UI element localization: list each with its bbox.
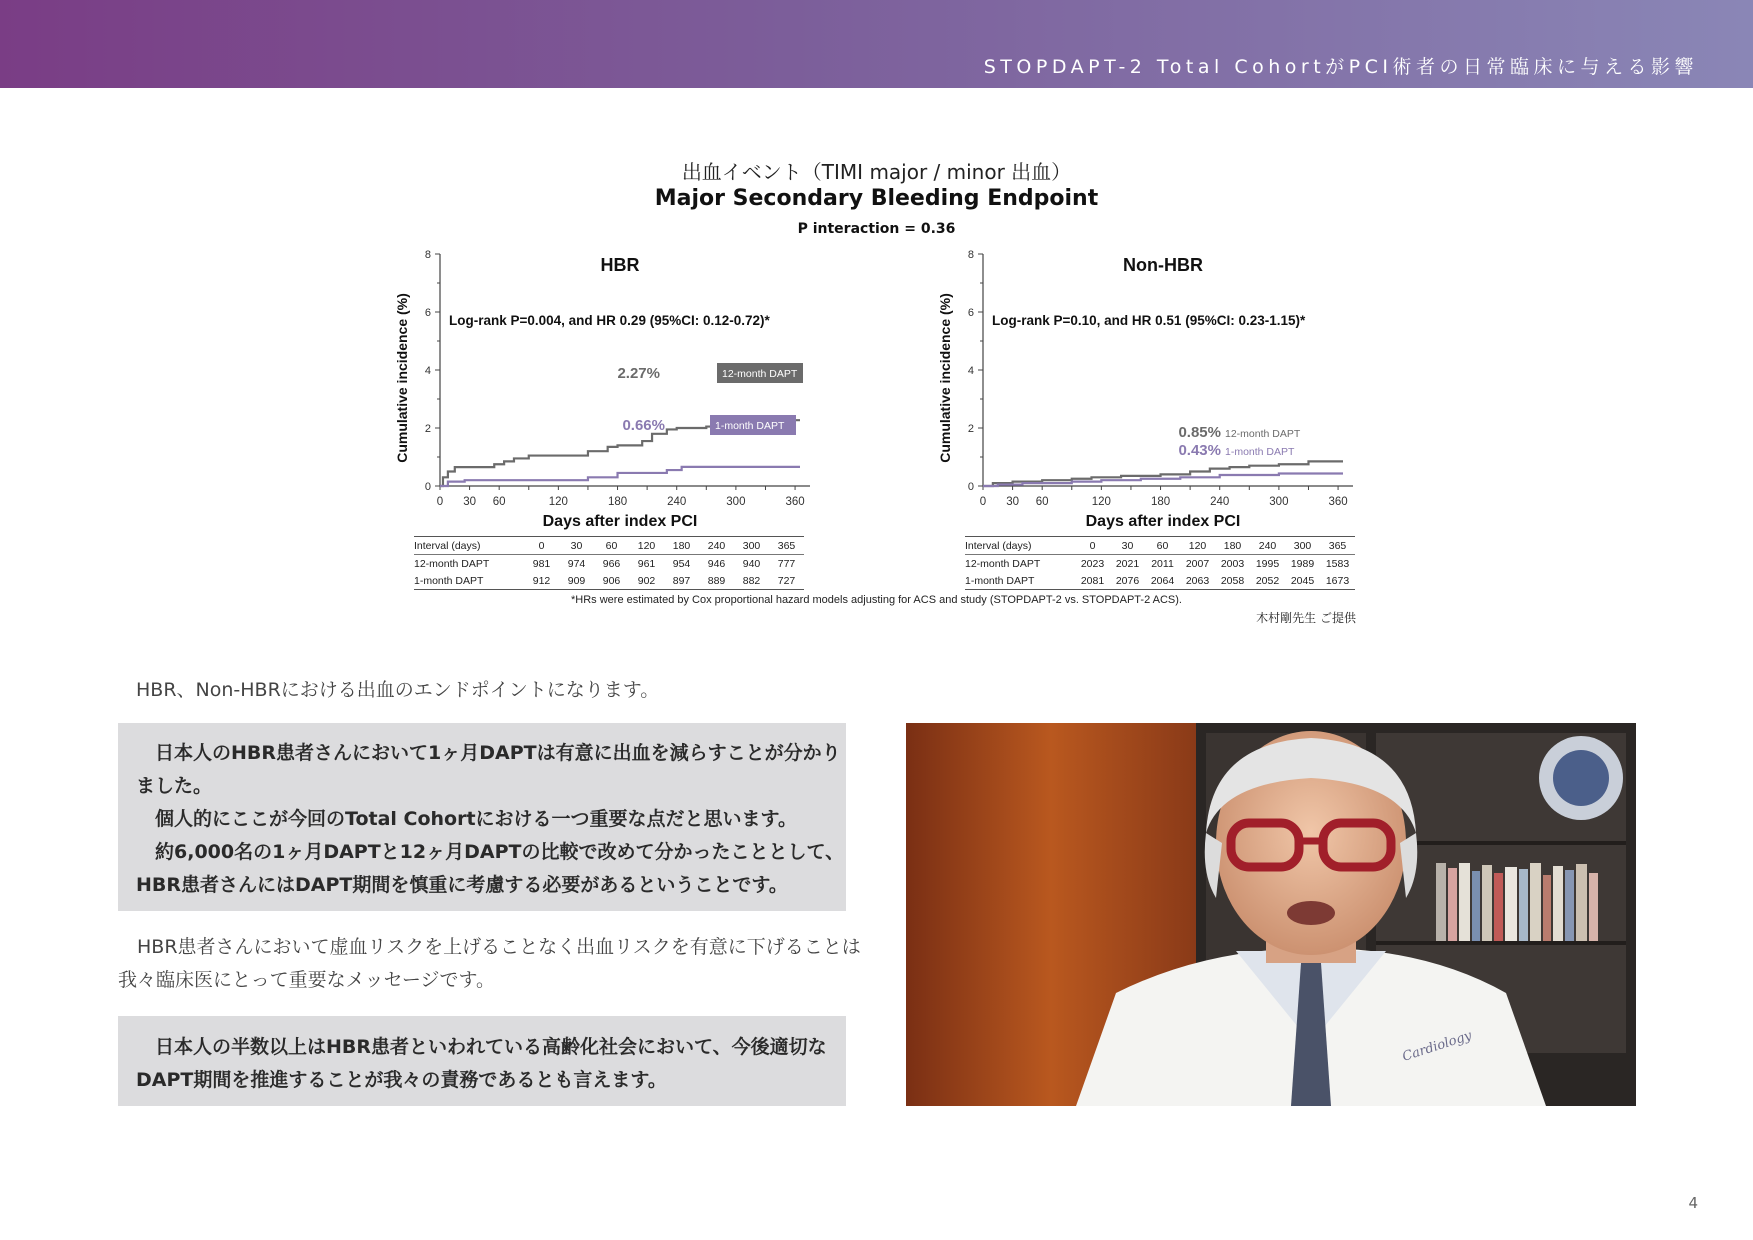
quote-line: 約6,000名の1ヶ月DAPTと12ヶ月DAPTの比較で改めて分かったこととして、 xyxy=(155,841,845,863)
y-tick-label: 6 xyxy=(967,307,974,319)
x-axis-label: Days after index PCI xyxy=(542,513,698,530)
quote-line: DAPT期間を推進することが我々の責務であるとも言えます。 xyxy=(136,1069,667,1091)
x-tick-label: 180 xyxy=(1150,496,1171,508)
x-tick-label: 30 xyxy=(463,496,476,508)
y-tick-label: 2 xyxy=(967,423,974,435)
risk-row xyxy=(965,555,1355,573)
risk-cell: 1673 xyxy=(1320,572,1355,590)
risk-cell: 2021 xyxy=(1115,557,1140,570)
risk-cell: 2081 xyxy=(1075,572,1110,590)
intro-text: HBR、Non-HBRにおける出血のエンドポイントになります。 xyxy=(136,679,660,701)
risk-cell: 30 xyxy=(1110,537,1145,555)
y-tick-label: 2 xyxy=(424,423,431,435)
risk-header-row xyxy=(965,537,1355,555)
header-bar xyxy=(0,0,1753,88)
risk-cell: 120 xyxy=(629,537,664,555)
paragraph-line: 我々臨床医にとって重要なメッセージです。 xyxy=(118,969,495,991)
risk-cell: 1583 xyxy=(1325,557,1350,570)
risk-cell: 940 xyxy=(742,557,761,570)
risk-cell: 961 xyxy=(637,557,656,570)
risk-cell: 1995 xyxy=(1255,557,1280,570)
y-axis-label: Cumulative incidence (%) xyxy=(394,293,410,463)
x-tick-label: 30 xyxy=(1006,496,1019,508)
x-tick-label: 60 xyxy=(492,496,506,508)
risk-cell: 889 xyxy=(699,572,734,590)
y-axis-label: Cumulative incidence (%) xyxy=(937,293,953,463)
y-tick-label: 4 xyxy=(424,365,431,377)
x-tick-label: 120 xyxy=(1091,496,1111,508)
risk-cell: 240 xyxy=(1250,537,1285,555)
final-percent-label: 0.66% xyxy=(622,417,665,434)
quote-line: HBR患者さんにはDAPT期間を慎重に考慮する必要があるということです。 xyxy=(136,874,788,896)
quote-box-2 xyxy=(118,1016,846,1106)
x-tick-label: 360 xyxy=(785,496,805,508)
risk-row xyxy=(414,572,804,590)
figure-title-en: Major Secondary Bleeding Endpoint xyxy=(654,186,1099,211)
risk-cell: 365 xyxy=(769,537,804,555)
risk-cell: 0 xyxy=(1075,537,1110,555)
risk-cell: 2052 xyxy=(1250,572,1285,590)
quote-line: 個人的にここが今回のTotal Cohortにおける一つ重要な点だと思います。 xyxy=(155,808,798,830)
nonhbr-km-chart xyxy=(928,240,1368,540)
header-title: STOPDAPT-2 Total CohortがPCI術者の日常臨床に与える影響 xyxy=(983,56,1698,78)
risk-cell: 981 xyxy=(532,557,551,570)
quote-line: ました。 xyxy=(136,775,213,797)
hbr-km-chart xyxy=(385,240,825,540)
figure-title-jp: 出血イベント（TIMI major / minor 出血） xyxy=(681,160,1072,184)
risk-row-label: Interval (days) xyxy=(414,537,524,555)
quote-line: 日本人の半数以上はHBR患者といわれている高齢化社会において、今後適切な xyxy=(155,1036,827,1058)
risk-cell: 180 xyxy=(1215,537,1250,555)
y-tick-label: 0 xyxy=(424,481,431,493)
x-tick-label: 300 xyxy=(726,496,746,508)
x-tick-label: 180 xyxy=(607,496,628,508)
risk-cell: 365 xyxy=(1320,537,1355,555)
risk-row-label: 1-month DAPT xyxy=(965,572,1075,590)
risk-cell: 906 xyxy=(594,572,629,590)
risk-cell: 2064 xyxy=(1145,572,1180,590)
risk-cell: 974 xyxy=(567,557,586,570)
speaker-photo xyxy=(906,723,1636,1106)
series-label: 12-month DAPT xyxy=(1225,428,1301,440)
risk-row xyxy=(965,572,1355,590)
page-number: 4 xyxy=(1688,1194,1698,1212)
y-tick-label: 8 xyxy=(967,249,974,261)
series-label: 1-month DAPT xyxy=(715,420,785,432)
risk-cell: 180 xyxy=(664,537,699,555)
risk-cell: 30 xyxy=(559,537,594,555)
x-tick-label: 240 xyxy=(667,496,687,508)
final-percent-label: 0.85% xyxy=(1178,424,1221,441)
risk-row-label: Interval (days) xyxy=(965,537,1075,555)
risk-cell: 2058 xyxy=(1215,572,1250,590)
y-tick-label: 6 xyxy=(424,307,431,319)
risk-cell: 897 xyxy=(664,572,699,590)
risk-cell: 2063 xyxy=(1180,572,1215,590)
risk-cell: 2003 xyxy=(1220,557,1245,570)
risk-cell: 60 xyxy=(594,537,629,555)
hbr-risk-table xyxy=(414,536,804,590)
risk-cell: 882 xyxy=(734,572,769,590)
risk-cell: 60 xyxy=(1145,537,1180,555)
risk-cell: 300 xyxy=(1285,537,1320,555)
risk-cell: 300 xyxy=(734,537,769,555)
risk-cell: 2007 xyxy=(1185,557,1210,570)
risk-cell: 727 xyxy=(769,572,804,590)
risk-cell: 946 xyxy=(707,557,726,570)
risk-cell: 1989 xyxy=(1290,557,1315,570)
km-curve xyxy=(440,467,800,486)
series-label: 1-month DAPT xyxy=(1225,446,1295,458)
risk-row xyxy=(414,555,804,573)
logrank-annotation: Log-rank P=0.004, and HR 0.29 (95%CI: 0.12-0.72)* xyxy=(449,313,770,328)
p-interaction: P interaction = 0.36 xyxy=(797,221,956,237)
risk-cell: 2076 xyxy=(1110,572,1145,590)
y-tick-label: 0 xyxy=(967,481,974,493)
y-tick-label: 8 xyxy=(424,249,431,261)
risk-cell: 2011 xyxy=(1151,557,1174,570)
x-axis-label: Days after index PCI xyxy=(1085,513,1241,530)
risk-cell: 902 xyxy=(629,572,664,590)
x-tick-label: 120 xyxy=(548,496,568,508)
risk-row-label: 12-month DAPT xyxy=(965,557,1041,570)
risk-cell: 120 xyxy=(1180,537,1215,555)
x-tick-label: 0 xyxy=(436,496,444,508)
risk-cell: 0 xyxy=(524,537,559,555)
series-label: 12-month DAPT xyxy=(722,368,798,380)
risk-cell: 2023 xyxy=(1080,557,1105,570)
subplot-title: HBR xyxy=(600,255,640,275)
risk-row-label: 1-month DAPT xyxy=(414,572,524,590)
final-percent-label: 0.43% xyxy=(1178,442,1221,459)
subplot-title: Non-HBR xyxy=(1123,255,1203,275)
risk-cell: 777 xyxy=(777,557,796,570)
risk-header-row xyxy=(414,537,804,555)
x-tick-label: 60 xyxy=(1035,496,1049,508)
risk-cell: 954 xyxy=(672,557,691,570)
risk-cell: 912 xyxy=(524,572,559,590)
x-tick-label: 240 xyxy=(1210,496,1230,508)
speaker-photo-illustration xyxy=(906,723,1636,1106)
x-tick-label: 0 xyxy=(979,496,987,508)
risk-row-label: 12-month DAPT xyxy=(414,557,490,570)
final-percent-label: 2.27% xyxy=(617,365,660,382)
risk-cell: 909 xyxy=(559,572,594,590)
coat-embroidery-text: Cardiology xyxy=(1400,1028,1474,1065)
risk-cell: 240 xyxy=(699,537,734,555)
figure-credit: 木村剛先生 ご提供 xyxy=(1256,611,1356,625)
quote-box-1 xyxy=(118,723,846,911)
logrank-annotation: Log-rank P=0.10, and HR 0.51 (95%CI: 0.23-1.15)* xyxy=(992,313,1306,328)
quote-line: 日本人のHBR患者さんにおいて1ヶ月DAPTは有意に出血を減らすことが分かり xyxy=(155,742,841,764)
body-paragraph xyxy=(118,931,861,997)
y-tick-label: 4 xyxy=(967,365,974,377)
risk-cell: 966 xyxy=(602,557,621,570)
x-tick-label: 300 xyxy=(1269,496,1289,508)
paragraph-line: HBR患者さんにおいて虚血リスクを上げることなく出血リスクを有意に下げることは xyxy=(137,936,861,958)
figure-footnote: *HRs were estimated by Cox proportional hazard models adjusting for ACS and study (STOPDAPT-2 vs. STOPDAPT-2 ACS). xyxy=(571,594,1182,606)
nonhbr-risk-table xyxy=(965,536,1355,590)
x-tick-label: 360 xyxy=(1328,496,1348,508)
risk-cell: 2045 xyxy=(1285,572,1320,590)
